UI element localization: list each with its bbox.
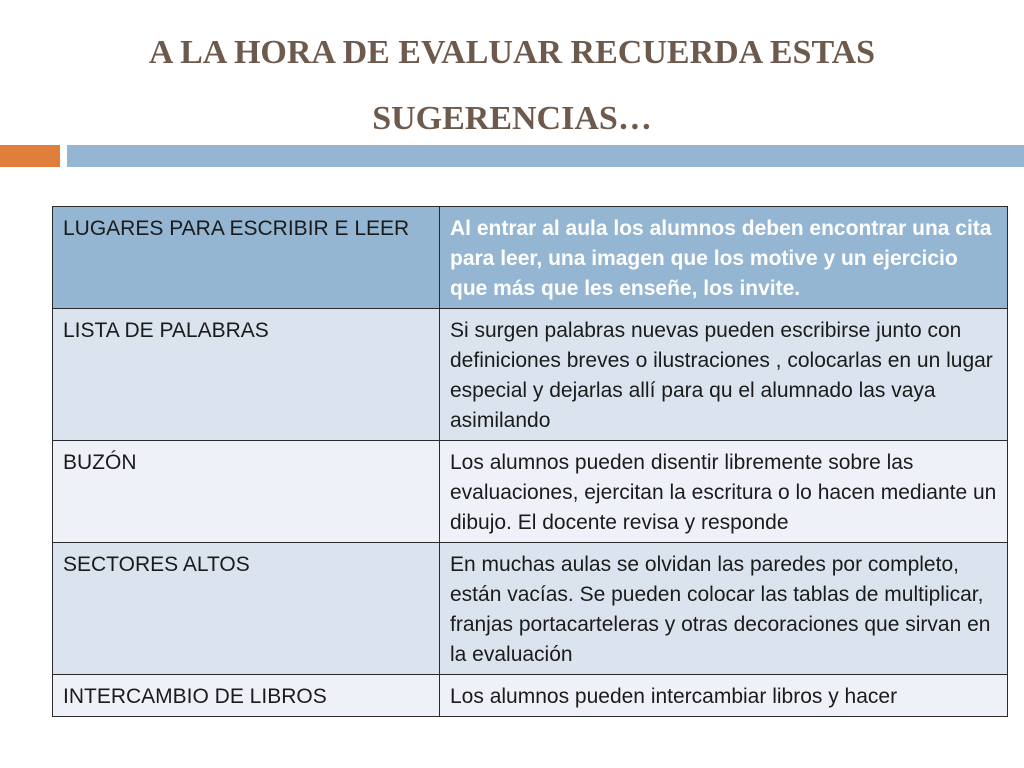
slide-title-line2: SUGERENCIAS <box>372 100 618 137</box>
table-row <box>53 675 1008 717</box>
table-cell-term: LUGARES PARA ESCRIBIR E LEER <box>53 207 440 309</box>
slide-title <box>40 20 984 152</box>
table-cell-description: Al entrar al aula los alumnos deben encontrar una cita para leer, una imagen que los motive y un ejercicio que más que les enseñe, los invite. <box>440 207 1008 309</box>
table-cell-description: En muchas aulas se olvidan las paredes por completo, están vacías. Se pueden colocar las tablas de multiplicar, franjas portacarteleras y otras decoraciones que sirvan en la evaluación <box>440 543 1008 675</box>
table-row <box>53 207 1008 309</box>
accent-bar-orange <box>0 145 60 167</box>
table-cell-term: LISTA DE PALABRAS <box>53 309 440 441</box>
table-cell-term: INTERCAMBIO DE LIBROS <box>53 675 440 717</box>
accent-bar-blue <box>67 145 1024 167</box>
table-row <box>53 543 1008 675</box>
table-cell-description: Los alumnos pueden intercambiar libros y hacer <box>440 675 1008 717</box>
suggestions-table <box>52 206 1008 717</box>
table-cell-description: Si surgen palabras nuevas pueden escribirse junto con definiciones breves o ilustraciones , colocarlas en un lugar especial y dejarlas allí para qu el alumnado las vaya asimilando <box>440 309 1008 441</box>
table-cell-term: BUZÓN <box>53 441 440 543</box>
slide-title-line1: A LA HORA DE EVALUAR RECUERDA ESTAS <box>148 34 876 71</box>
table-row <box>53 309 1008 441</box>
table-cell-term: SECTORES ALTOS <box>53 543 440 675</box>
slide-title-ellipsis: … <box>617 100 652 137</box>
table-cell-description: Los alumnos pueden disentir libremente sobre las evaluaciones, ejercitan la escritura o lo hacen mediante un dibujo. El docente revisa y responde <box>440 441 1008 543</box>
table-row <box>53 441 1008 543</box>
